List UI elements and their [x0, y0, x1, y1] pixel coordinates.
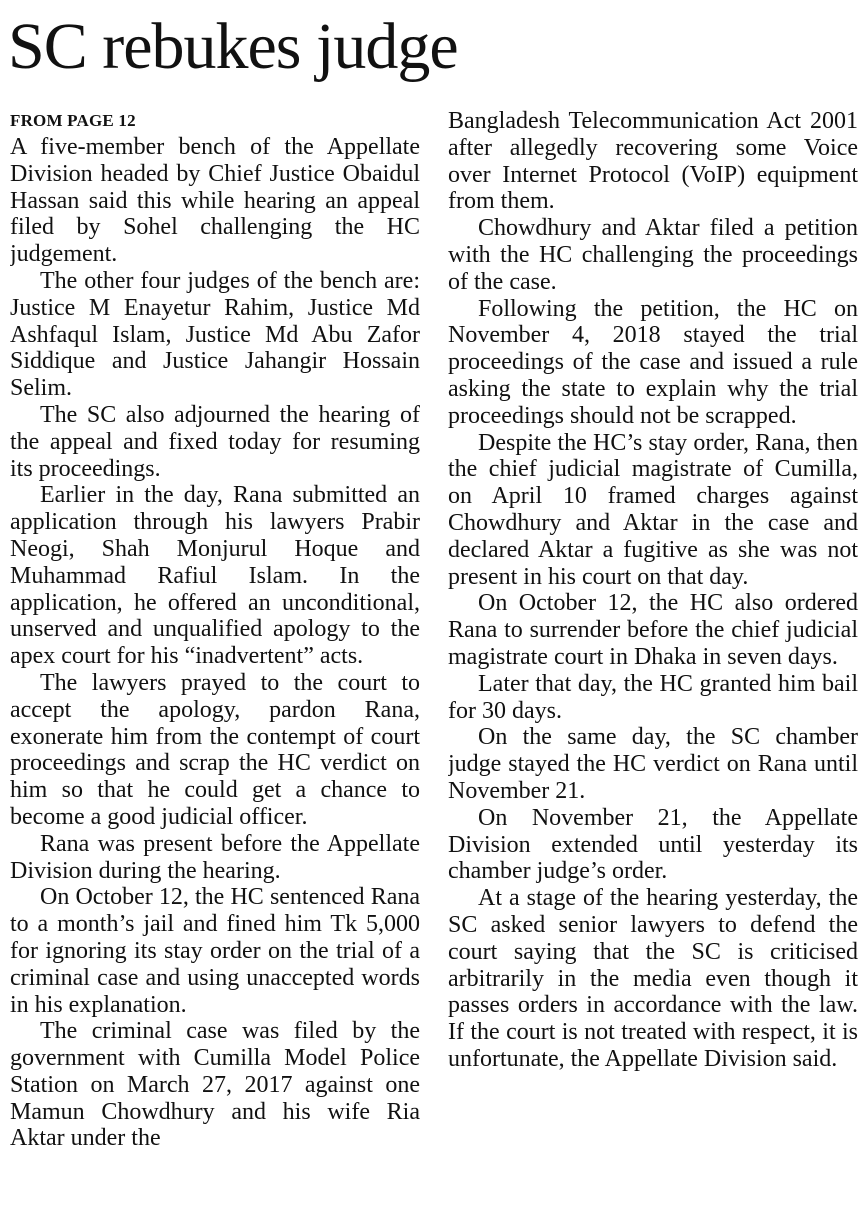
- paragraph: Despite the HC’s stay order, Rana, then the chief judicial magistrate of Cumilla, on April 10 framed charges against Chowdhury and Aktar in the case and declared Aktar a fugitive as she was not present in his court on that day.: [448, 429, 858, 590]
- paragraph: On October 12, the HC also ordered Rana to surrender before the chief judicial magistrate court in Dhaka in seven days.: [448, 590, 858, 670]
- paragraph: On the same day, the SC chamber judge stayed the HC verdict on Rana until November 21.: [448, 724, 858, 804]
- left-column: [10, 108, 420, 1208]
- paragraph: On October 12, the HC sentenced Rana to a month’s jail and fined him Tk 5,000 for ignoring its stay order on the trial of a criminal case and using unaccepted words in his explanation.: [10, 884, 420, 1018]
- paragraph: On November 21, the Appellate Division extended until yesterday its chamber judge’s order.: [448, 804, 858, 885]
- paragraph-continued: Bangladesh Telecommunication Act 2001 after allegedly recovering some Voice over Internet Protocol (VoIP) equipment from them.: [448, 108, 858, 215]
- kicker: FROM PAGE 12: [10, 111, 136, 130]
- right-column: [448, 108, 858, 1208]
- paragraph: The criminal case was filed by the government with Cumilla Model Police Station on March 27, 2017 against one Mamun Chowdhury and his wife Ria Aktar under the: [10, 1018, 420, 1152]
- paragraph: Later that day, the HC granted him bail for 30 days.: [448, 670, 858, 724]
- paragraph: Chowdhury and Aktar filed a petition with the HC challenging the proceedings of the case.: [448, 215, 858, 295]
- paragraph: A five-member bench of the Appellate Division headed by Chief Justice Obaidul Hassan said this while hearing an appeal filed by Sohel challenging the HC judgement.: [10, 134, 420, 268]
- paragraph: The SC also adjourned the hearing of the appeal and fixed today for resuming its proceedings.: [10, 401, 420, 482]
- paragraph: At a stage of the hearing yesterday, the SC asked senior lawyers to defend the court saying that the SC is criticised arbitrarily in the media even though it passes orders in accordance with the law. If the court is not treated with respect, it is unfortunate, the Appellate Division said.: [448, 885, 858, 1072]
- headline: SC rebukes judge: [8, 10, 458, 83]
- paragraph: The lawyers prayed to the court to accept the apology, pardon Rana, exonerate him from the contempt of court proceedings and scrap the HC verdict on him so that he could get a chance to become a good judicial officer.: [10, 669, 420, 830]
- paragraph: The other four judges of the bench are: Justice M Enayetur Rahim, Justice Md Ashfaqul Islam, Justice Md Abu Zafor Siddique and Justice Jahangir Hossain Selim.: [10, 267, 420, 402]
- paragraph: Earlier in the day, Rana submitted an application through his lawyers Prabir Neogi, Shah Monjurul Hoque and Muhammad Rafiul Islam. In the application, he offered an unconditional, unserved and unqualified apology to the apex court for his “inadvertent” acts.: [10, 482, 420, 670]
- paragraph: Rana was present before the Appellate Division during the hearing.: [10, 830, 420, 884]
- paragraph: Following the petition, the HC on November 4, 2018 stayed the trial proceedings of the case and issued a rule asking the state to explain why the trial proceedings should not be scrapped.: [448, 295, 858, 429]
